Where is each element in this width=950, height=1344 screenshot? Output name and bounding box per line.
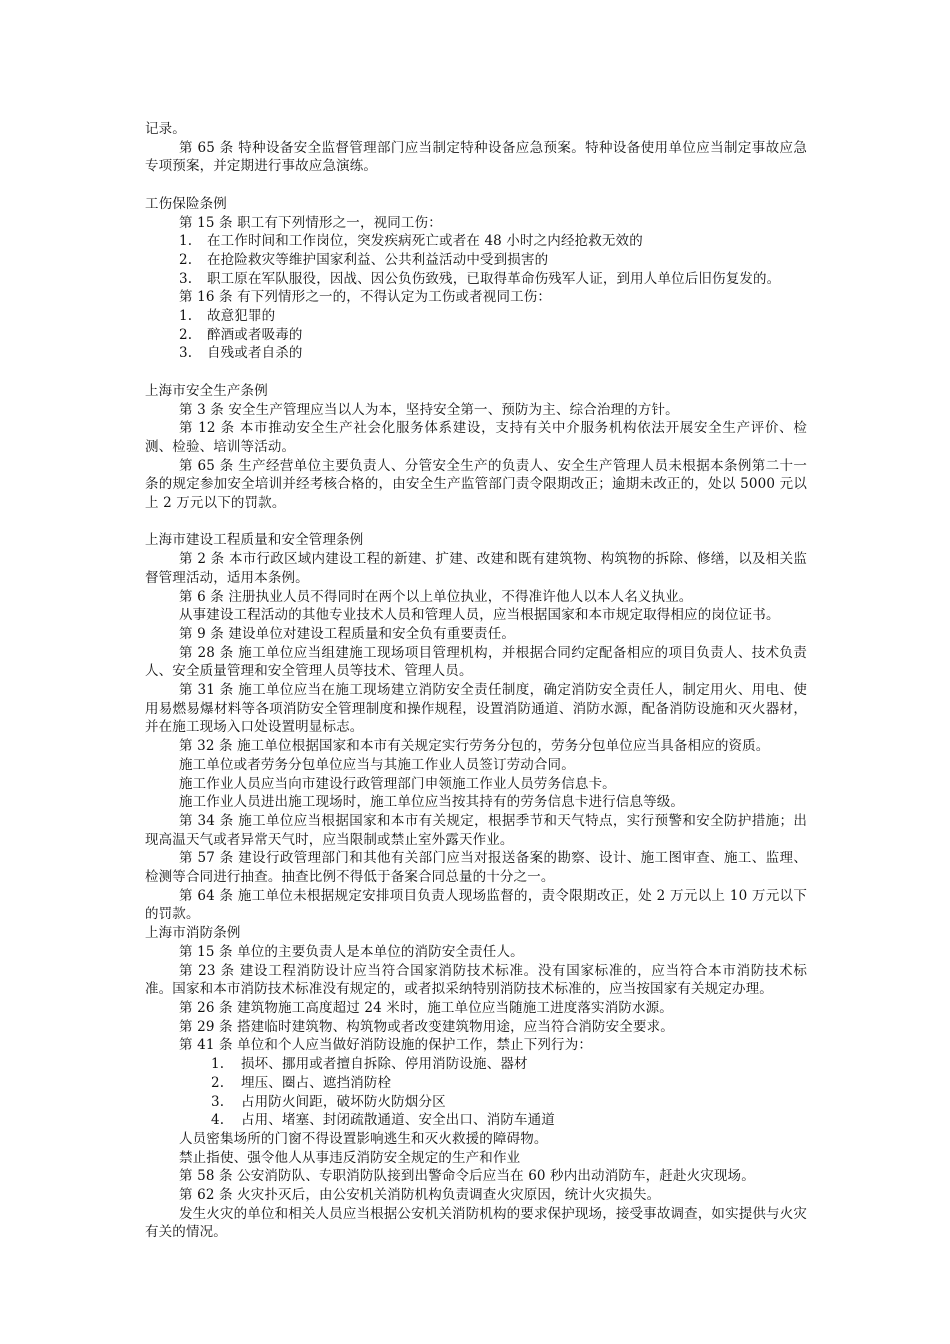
list-number: 2. xyxy=(179,326,193,343)
article-paragraph: 施工作业人员应当向市建设行政管理部门申领施工作业人员劳务信息卡。 xyxy=(179,775,616,792)
section-title-safety: 上海市安全生产条例 xyxy=(145,382,268,399)
article-paragraph: 第 28 条 施工单位应当组建施工现场项目管理机构，并根据合同约定配备相应的项目负责人、技术负责人、安全质量管理和安全管理人员等技术、管理人员。 xyxy=(145,644,807,680)
article-paragraph: 第 2 条 本市行政区域内建设工程的新建、扩建、改建和既有建筑物、构筑物的拆除、修缮，以及相关监督管理活动，适用本条例。 xyxy=(145,551,807,586)
article-paragraph: 第 15 条 职工有下列情形之一，视同工伤： xyxy=(179,214,442,231)
document-page xyxy=(145,120,807,1242)
article-paragraph: 第 62 条 火灾扑灭后，由公安机关消防机构负责调查火灾原因，统计火灾损失。 xyxy=(179,1187,661,1204)
article-paragraph: 施工单位或者劳务分包单位应当与其施工作业人员签订劳动合同。 xyxy=(179,756,575,773)
section-title-construction: 上海市建设工程质量和安全管理条例 xyxy=(145,532,364,549)
article-paragraph: 第 32 条 施工单位根据国家和本市有关规定实行劳务分包的，劳务分包单位应当具备相应的资质。 xyxy=(179,738,770,755)
article-paragraph: 第 29 条 搭建临时建筑物、构筑物或者改变建筑物用途，应当符合消防安全要求。 xyxy=(179,1018,674,1035)
list-number: 1. xyxy=(179,233,193,250)
article-paragraph: 第 15 条 单位的主要负责人是本单位的消防安全责任人。 xyxy=(179,943,524,960)
list-number: 2. xyxy=(211,1074,225,1091)
list-item xyxy=(145,232,807,251)
list-number: 4. xyxy=(211,1112,225,1129)
article-paragraph: 从事建设工程活动的其他专业技术人员和管理人员，应当根据国家和本市规定取得相应的岗位证书。 xyxy=(179,607,780,624)
article-paragraph: 发生火灾的单位和相关人员应当根据公安机关消防机构的要求保护现场，接受事故调查，如实提供与火灾有关的情况。 xyxy=(145,1205,807,1241)
list-number: 3. xyxy=(211,1093,225,1110)
list-number: 1. xyxy=(179,308,193,325)
article-paragraph: 第 41 条 单位和个人应当做好消防设施的保护工作，禁止下列行为： xyxy=(179,1037,593,1054)
list-text: 埋压、圈占、遮挡消防栓 xyxy=(241,1074,392,1091)
article-paragraph: 第 12 条 本市推动安全生产社会化服务体系建设，支持有关中介服务机构依法开展安全生产评价、检测、检验、培训等活动。 xyxy=(145,420,807,455)
article-paragraph: 第 3 条 安全生产管理应当以人为本，坚持安全第一、预防为主、综合治理的方针。 xyxy=(179,401,679,418)
list-number: 3. xyxy=(179,345,193,362)
spacer xyxy=(145,176,807,195)
list-number: 2. xyxy=(179,251,193,268)
list-number: 1. xyxy=(211,1056,225,1073)
list-item xyxy=(145,1111,807,1130)
spacer xyxy=(145,363,807,382)
article-paragraph: 第 64 条 施工单位未根据规定安排项目负责人现场监督的，责令限期改正，处 2 万元以上 10 万元以下的罚款。 xyxy=(145,887,807,923)
article-paragraph: 第 23 条 建设工程消防设计应当符合国家消防技术标准。没有国家标准的，应当符合本市消防技术标准。国家和本市消防技术标准没有规定的，或者拟采纳特别消防技术标准的，应当按国家有关规定办理。 xyxy=(145,962,807,998)
list-item xyxy=(145,307,807,326)
article-paragraph: 第 9 条 建设单位对建设工程质量和安全负有重要责任。 xyxy=(179,625,516,642)
list-number: 3. xyxy=(179,270,193,287)
list-text: 故意犯罪的 xyxy=(207,308,276,325)
continuation-text: 记录。 xyxy=(145,121,186,137)
list-text: 在抢险救灾等维护国家利益、公共利益活动中受到损害的 xyxy=(207,251,549,268)
list-text: 职工原在军队服役，因战、因公负伤致残，已取得革命伤残军人证，到用人单位后旧伤复发的。 xyxy=(207,270,781,287)
article-paragraph: 第 34 条 施工单位应当根据国家和本市有关规定，根据季节和天气特点，实行预警和安全防护措施；出现高温天气或者异常天气时，应当限制或禁止室外露天作业。 xyxy=(145,812,807,848)
list-item xyxy=(145,344,807,363)
article-paragraph: 第 26 条 建筑物施工高度超过 24 米时，施工单位应当随施工进度落实消防水源。 xyxy=(179,1000,673,1016)
list-item xyxy=(145,1074,807,1093)
article-paragraph: 施工作业人员进出施工现场时，施工单位应当按其持有的劳务信息卡进行信息等级。 xyxy=(179,794,685,811)
list-item xyxy=(145,251,807,270)
list-item xyxy=(145,270,807,289)
article-paragraph: 第 65 条 特种设备安全监督管理部门应当制定特种设备应急预案。特种设备使用单位应当制定事故应急专项预案，并定期进行事故应急演练。 xyxy=(145,139,807,175)
list-item xyxy=(145,326,807,345)
article-paragraph: 第 31 条 施工单位应当在施工现场建立消防安全责任制度，确定消防安全责任人，制定用火、用电、使用易燃易爆材料等各项消防安全管理制度和操作规程，设置消防通道、消防水源，配备消防设施和灭火器材，并在施工现场入口处设置明显标志。 xyxy=(145,682,807,736)
article-paragraph: 人员密集场所的门窗不得设置影响逃生和灭火救援的障碍物。 xyxy=(179,1130,548,1147)
article-paragraph: 禁止指使、强令他人从事违反消防安全规定的生产和作业 xyxy=(179,1149,521,1166)
article-paragraph: 第 6 条 注册执业人员不得同时在两个以上单位执业，不得准许他人以本人名义执业。 xyxy=(179,588,693,605)
list-text: 占用、堵塞、封闭疏散通道、安全出口、消防车通道 xyxy=(241,1112,555,1129)
list-item xyxy=(145,1055,807,1074)
list-text: 醉酒或者吸毒的 xyxy=(207,326,303,343)
list-text: 占用防火间距，破坏防火防烟分区 xyxy=(241,1093,446,1110)
spacer xyxy=(145,513,807,532)
article-paragraph: 第 58 条 公安消防队、专职消防队接到出警命令后应当在 60 秒内出动消防车，赶赴火灾现场。 xyxy=(179,1168,755,1185)
section-title-injury: 工伤保险条例 xyxy=(145,195,227,212)
list-item xyxy=(145,1093,807,1112)
article-paragraph: 第 16 条 有下列情形之一的，不得认定为工伤或者视同工伤： xyxy=(179,289,552,306)
list-text: 在工作时间和工作岗位，突发疾病死亡或者在 48 小时之内经抢救无效的 xyxy=(207,233,643,250)
article-paragraph: 第 65 条 生产经营单位主要负责人、分管安全生产的负责人、安全生产管理人员未根据本条例第二十一条的规定参加安全培训并经考核合格的，由安全生产监管部门责令限期改正；逾期未改正的，处以 5000 元以上 2 万元以下的罚款。 xyxy=(145,457,807,512)
article-paragraph: 第 57 条 建设行政管理部门和其他有关部门应当对报送备案的勘察、设计、施工图审查、施工、监理、检测等合同进行抽查。抽查比例不得低于备案合同总量的十分之一。 xyxy=(145,850,807,886)
section-title-fire: 上海市消防条例 xyxy=(145,925,241,942)
list-text: 损坏、挪用或者擅自拆除、停用消防设施、器材 xyxy=(241,1056,528,1073)
list-text: 自残或者自杀的 xyxy=(207,345,303,362)
